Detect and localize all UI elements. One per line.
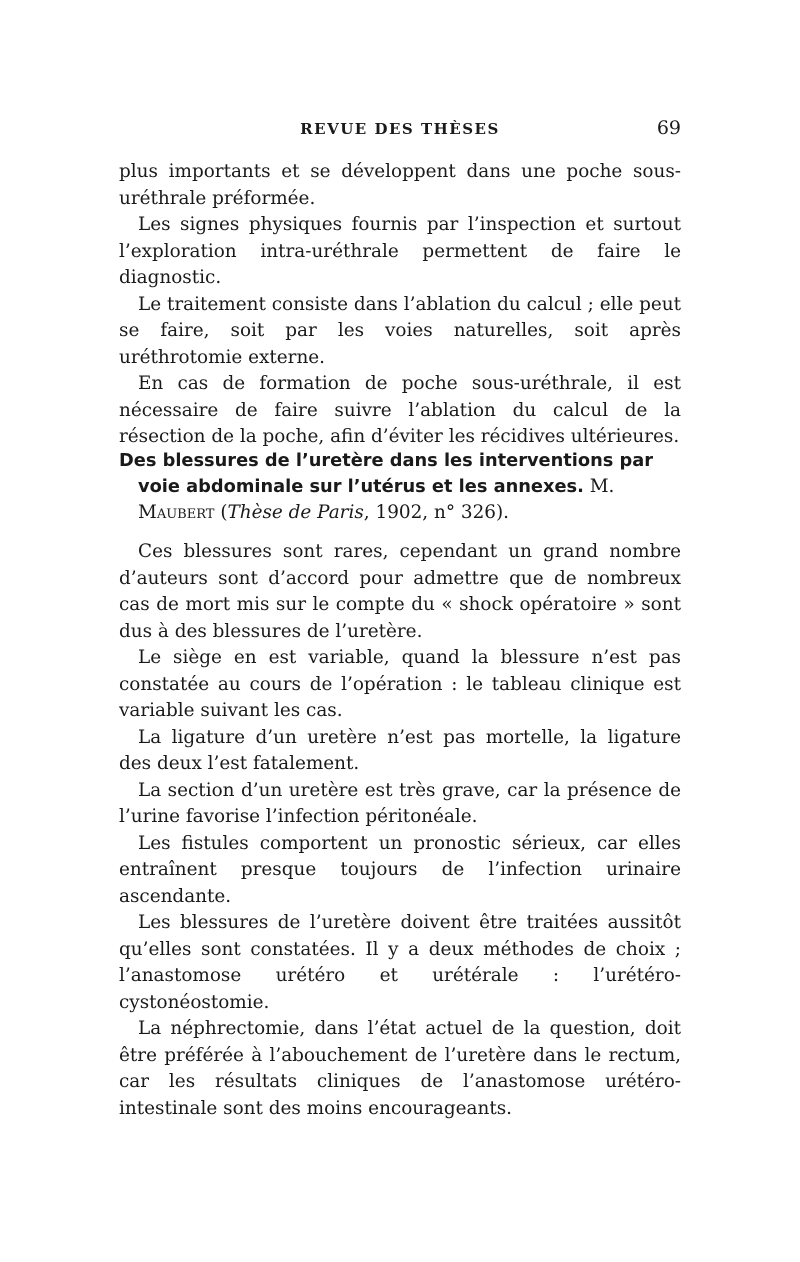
- paragraph: Les signes physiques fournis par l’inspection et surtout l’exploration intra-uréthrale permettent de faire le diagnostic.: [119, 214, 681, 288]
- paragraph: La section d’un uretère est très grave, car la présence de l’urine favorise l’infection péritonéale.: [119, 779, 681, 827]
- paragraph: Le siège en est variable, quand la blessure n’est pas constatée au cours de l’opération : le tableau clinique est variable suivant les cas.: [119, 647, 681, 721]
- paragraph: Les fistules comportent un pronostic sérieux, car elles entraînent presque toujours de l’infection urinaire ascendante.: [119, 832, 681, 907]
- citation-details: , 1902, n° 326).: [363, 502, 509, 523]
- page-header: [119, 117, 681, 146]
- article-title: Des blessures de l’uretère dans les interventions par voie abdominale sur l’utérus et les annexes.: [119, 450, 654, 497]
- paragraph: La ligature d’un uretère n’est pas mortelle, la ligature des deux l’est fatalement.: [119, 726, 681, 774]
- section-ureter-injuries: [119, 539, 681, 1122]
- page-number: 69: [656, 117, 681, 139]
- article-heading: [119, 448, 681, 526]
- author-prefix: M.: [589, 476, 615, 497]
- paragraph: Le traitement consiste dans l’ablation du calcul ; elle peut se faire, soit par les voies naturelles, soit après uréthrotomie externe.: [119, 293, 681, 368]
- citation-open: (: [220, 502, 228, 523]
- paragraph: Les blessures de l’uretère doivent être traitées aussitôt qu’elles sont constatées. Il y a deux méthodes de choix ; l’anastomose urétéro et urétérale : l’urétéro-cystonéostomie.: [119, 912, 681, 1013]
- citation-work: Thèse de Paris: [227, 502, 364, 523]
- paragraph: Ces blessures sont rares, cependant un grand nombre d’auteurs sont d’accord pour admettre que de nombreux cas de mort mis sur le compte du « shock opératoire » sont dus à des blessures de l’uretère.: [119, 541, 681, 642]
- author-name: Maubert: [138, 502, 215, 523]
- paragraph: En cas de formation de poche sous-uréthrale, il est nécessaire de faire suivre l’ablation du calcul de la résection de la poche, afin d’éviter les récidives ultérieures.: [119, 373, 681, 447]
- paragraph: La néphrectomie, dans l’état actuel de la question, doit être préférée à l’abouchement de l’uretère dans le rectum, car les résultats cliniques de l’anastomose urétéro-intestinale sont des moins encourageants.: [119, 1018, 681, 1119]
- section-previous-thesis: [119, 159, 681, 451]
- paragraph: plus importants et se développent dans une poche sous-uréthrale préformée.: [119, 161, 681, 209]
- running-title: REVUE DES THÈSES: [300, 120, 500, 138]
